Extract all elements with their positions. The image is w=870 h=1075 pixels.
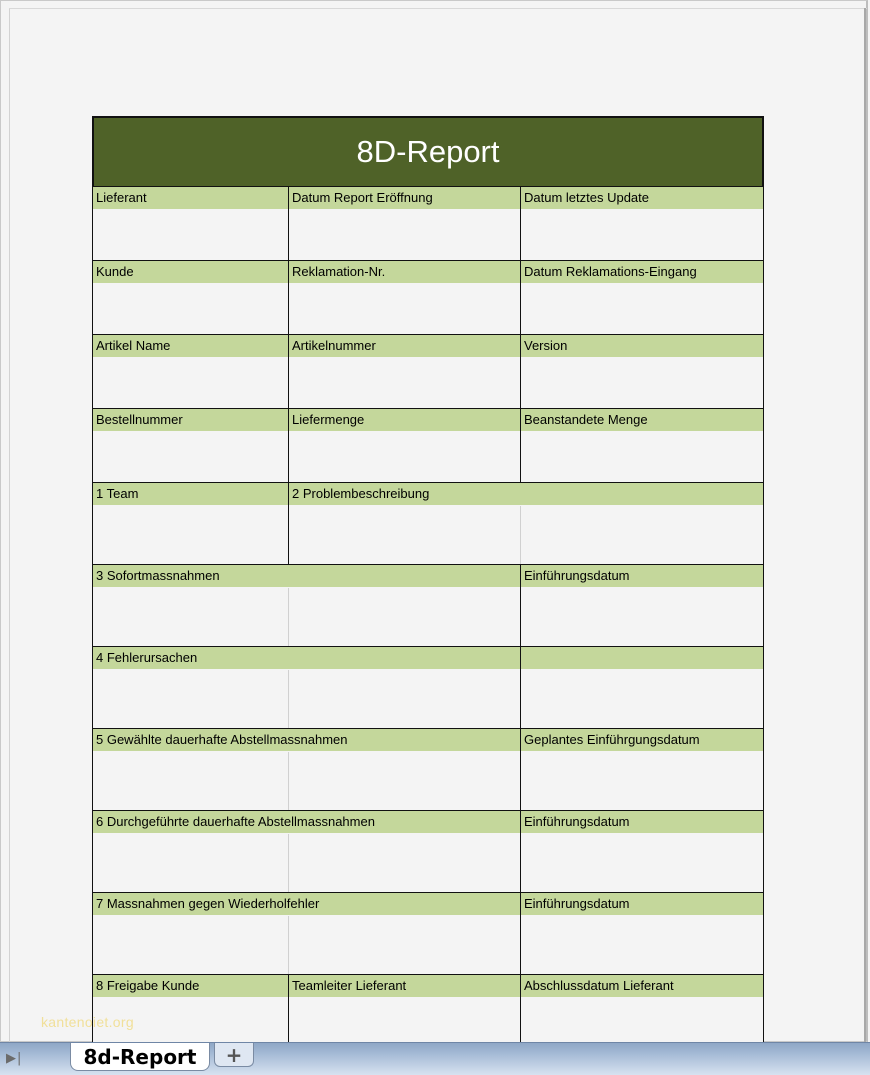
cell-team[interactable] [92,482,290,566]
label-datum-eroeffnung: Datum Report Eröffnung [289,187,521,209]
add-sheet-button[interactable]: + [214,1043,254,1067]
label-problembeschreibung: 2 Problembeschreibung [289,483,763,505]
cell-bestellnummer[interactable] [92,408,290,484]
label-artikel-name: Artikel Name [93,335,289,357]
gridline [288,670,289,728]
sheet-left-edge [9,8,10,1042]
gridline [288,834,289,892]
label-reklamation-nr: Reklamation-Nr. [289,261,521,283]
gridline [288,752,289,810]
sheet-tab-8d-report[interactable]: 8d-Report [70,1043,210,1071]
cell-problembeschreibung[interactable] [288,482,764,566]
label-geplantes-datum: Geplantes Einführgungsdatum [521,729,763,751]
label-abschlussdatum: Abschlussdatum Lieferant [521,975,763,997]
cell-einfuehrungsdatum-6[interactable] [520,810,764,894]
label-beanstandete-menge: Beanstandete Menge [521,409,763,431]
gridline [288,916,289,974]
label-team: 1 Team [93,483,289,505]
cell-datum-reklamation[interactable] [520,260,764,336]
cell-sofortmassnahmen[interactable] [92,564,522,648]
label-einfuehrungsdatum-7: Einführungsdatum [521,893,763,915]
cell-liefermenge[interactable] [288,408,522,484]
report-title[interactable]: 8D-Report [92,116,764,188]
sheet-top-edge [9,8,867,9]
cell-geplantes-datum[interactable] [520,728,764,812]
label-empty [521,647,763,669]
cell-beanstandete-menge[interactable] [520,408,764,484]
sheet-nav-icon[interactable]: ▶| [6,1051,23,1066]
label-lieferant: Lieferant [93,187,289,209]
label-teamleiter: Teamleiter Lieferant [289,975,521,997]
gridline [520,506,521,564]
cell-abstellmassnahmen[interactable] [92,728,522,812]
sheet-tab-bar [0,1042,870,1075]
cell-datum-eroeffnung[interactable] [288,186,522,262]
cell-artikel-name[interactable] [92,334,290,410]
cell-einfuehrungsdatum-7[interactable] [520,892,764,976]
cell-teamleiter[interactable] [288,974,522,1046]
label-version: Version [521,335,763,357]
gridline [288,588,289,646]
cell-durchgefuehrte[interactable] [92,810,522,894]
label-sofortmassnahmen: 3 Sofortmassnahmen [93,565,521,587]
label-freigabe-kunde: 8 Freigabe Kunde [93,975,289,997]
label-artikelnummer: Artikelnummer [289,335,521,357]
label-kunde: Kunde [93,261,289,283]
label-einfuehrungsdatum-6: Einführungsdatum [521,811,763,833]
label-wiederholfehler: 7 Massnahmen gegen Wiederholfehler [93,893,521,915]
label-bestellnummer: Bestellnummer [93,409,289,431]
cell-fehlerursachen-right[interactable] [520,646,764,730]
label-datum-reklamation: Datum Reklamations-Eingang [521,261,763,283]
label-liefermenge: Liefermenge [289,409,521,431]
cell-abschlussdatum[interactable] [520,974,764,1046]
cell-lieferant[interactable] [92,186,290,262]
cell-fehlerursachen[interactable] [92,646,522,730]
sheet-right-edge [864,8,866,1042]
cell-freigabe-kunde[interactable] [92,974,290,1046]
watermark: kantenoiet.org [41,1014,134,1030]
cell-artikelnummer[interactable] [288,334,522,410]
report-sheet [92,116,764,1046]
cell-version[interactable] [520,334,764,410]
label-durchgefuehrte: 6 Durchgeführte dauerhafte Abstellmassnahmen [93,811,521,833]
label-einfuehrungsdatum-3: Einführungsdatum [521,565,763,587]
label-abstellmassnahmen: 5 Gewählte dauerhafte Abstellmassnahmen [93,729,521,751]
label-fehlerursachen: 4 Fehlerursachen [93,647,521,669]
cell-reklamation-nr[interactable] [288,260,522,336]
cell-wiederholfehler[interactable] [92,892,522,976]
cell-datum-update[interactable] [520,186,764,262]
label-datum-update: Datum letztes Update [521,187,763,209]
cell-einfuehrungsdatum-3[interactable] [520,564,764,648]
cell-kunde[interactable] [92,260,290,336]
